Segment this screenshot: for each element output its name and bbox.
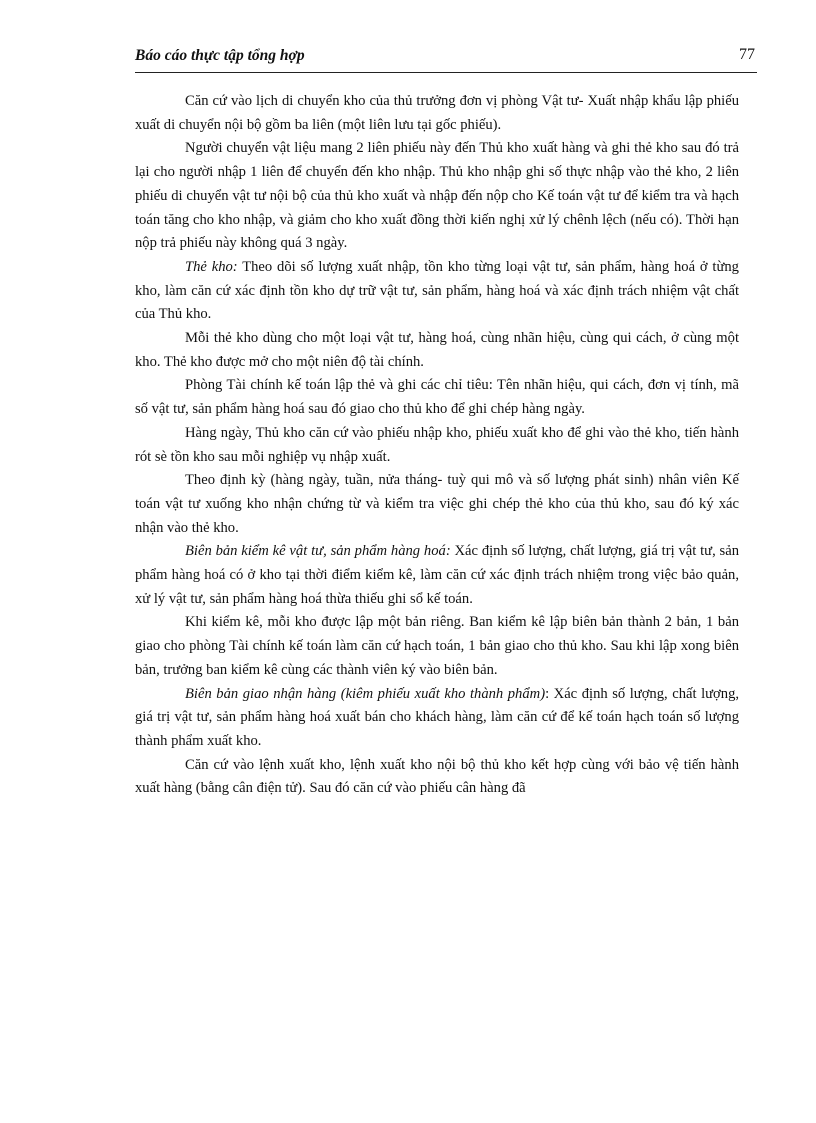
page-number: 77: [739, 46, 755, 63]
paragraph-the-kho: [135, 256, 739, 327]
paragraph-text: Người chuyển vật liệu mang 2 liên phiếu này đến Thủ kho xuất hàng và ghi thẻ kho sau đó trả lại cho người nhập 1 liên để chuyển đến kho nhập. Thủ kho nhập ghi số thực nhập vào thẻ kho, 2 liên phiếu di chuyển vật tư nội bộ của thủ kho xuất và nhập đến nộp cho Kế toán vật tư để kiểm tra và hạch toán tăng cho kho nhập, và giảm cho kho xuất đồng thời kiến nghị xử lý chênh lệch (nếu có). Thời hạn nộp trả phiếu này không quá 3 ngày.: [135, 140, 739, 252]
paragraph-text: Xác định số lượng, chất lượng, giá trị vật tư, sản phẩm hàng hoá có ở kho tại thời điểm kiểm kê, làm căn cứ xác định trách nhiệm trong việc bảo quản, xử lý vật tư, sản phẩm hàng hoá thừa thiếu ghi sổ kế toán.: [135, 543, 739, 607]
paragraph-4: [135, 327, 739, 374]
paragraph-11: [135, 754, 739, 801]
paragraph-2: [135, 137, 739, 256]
paragraph-9: [135, 611, 739, 682]
paragraph-text: Theo dõi số lượng xuất nhập, tồn kho từng loại vật tư, sản phẩm, hàng hoá ở từng kho, làm căn cứ xác định tồn kho dự trữ vật tư, sản phẩm, hàng hoá và xác định trách nhiệm vật chất của Thủ kho.: [135, 258, 739, 323]
page-header: [135, 44, 757, 73]
term-bien-ban-kiem-ke: Biên bản kiểm kê vật tư, sản phẩm hàng hoá:: [185, 543, 451, 560]
paragraph-7: [135, 469, 739, 540]
paragraph-bien-ban-kiem-ke: [135, 540, 739, 611]
paragraph-text: : Xác định số lượng, chất lượng, giá trị vật tư, sản phẩm hàng hoá xuất bán cho khách hàng, làm căn cứ để kế toán hạch toán số lượng thành phẩm xuất kho.: [135, 685, 740, 749]
paragraph-text: Căn cứ vào lệnh xuất kho, lệnh xuất kho nội bộ thủ kho kết hợp cùng với bảo vệ tiến hành xuất hàng (bằng cân điện tử). Sau đó căn cứ vào phiếu cân hàng đã: [135, 756, 739, 797]
paragraph-text: Mỗi thẻ kho dùng cho một loại vật tư, hàng hoá, cùng nhãn hiệu, cùng qui cách, ở cùng một kho. Thẻ kho được mở cho một niên độ tài chính.: [135, 330, 739, 370]
term-bien-ban-giao-nhan: Biên bản giao nhận hàng (kiêm phiếu xuất kho thành phẩm): [185, 685, 546, 702]
paragraph-text: Phòng Tài chính kế toán lập thẻ và ghi các chỉ tiêu: Tên nhãn hiệu, qui cách, đơn vị tính, mã số vật tư, sản phẩm hàng hoá sau đó giao cho thủ kho để ghi chép hàng ngày.: [135, 377, 739, 418]
term-the-kho: Thẻ kho:: [185, 258, 238, 275]
paragraph-5: [135, 374, 739, 421]
paragraph-6: [135, 422, 739, 469]
header-title: Báo cáo thực tập tổng hợp: [135, 47, 305, 64]
paragraph-text: Hàng ngày, Thủ kho căn cứ vào phiếu nhập kho, phiếu xuất kho để ghi vào thẻ kho, tiến hành rót sè tồn kho sau mỗi nghiệp vụ nhập xuất.: [135, 424, 739, 465]
paragraph-text: Căn cứ vào lịch di chuyển kho của thủ trưởng đơn vị phòng Vật tư- Xuất nhập khẩu lập phiếu xuất di chuyển nội bộ gồm ba liên (một liên lưu tại gốc phiếu).: [135, 93, 739, 133]
paragraph-text: Theo định kỳ (hàng ngày, tuần, nửa tháng- tuỳ qui mô và số lượng phát sinh) nhân viên Kế toán vật tư xuống kho nhận chứng từ và kiểm tra việc ghi chép thẻ kho của thủ kho, sau đó ký xác nhận vào thẻ kho.: [135, 472, 739, 536]
paragraph-1: [135, 90, 739, 137]
paragraph-bien-ban-giao-nhan: [135, 683, 739, 754]
document-body: [135, 90, 739, 801]
paragraph-text: Khi kiểm kê, mỗi kho được lập một bản riêng. Ban kiểm kê lập biên bản thành 2 bản, 1 bản giao cho phòng Tài chính kế toán làm căn cứ hạch toán, 1 bản giao cho thủ kho. Sau khi lập xong biên bản, trưởng ban kiểm kê cùng các thành viên ký vào biên bản.: [135, 614, 739, 678]
